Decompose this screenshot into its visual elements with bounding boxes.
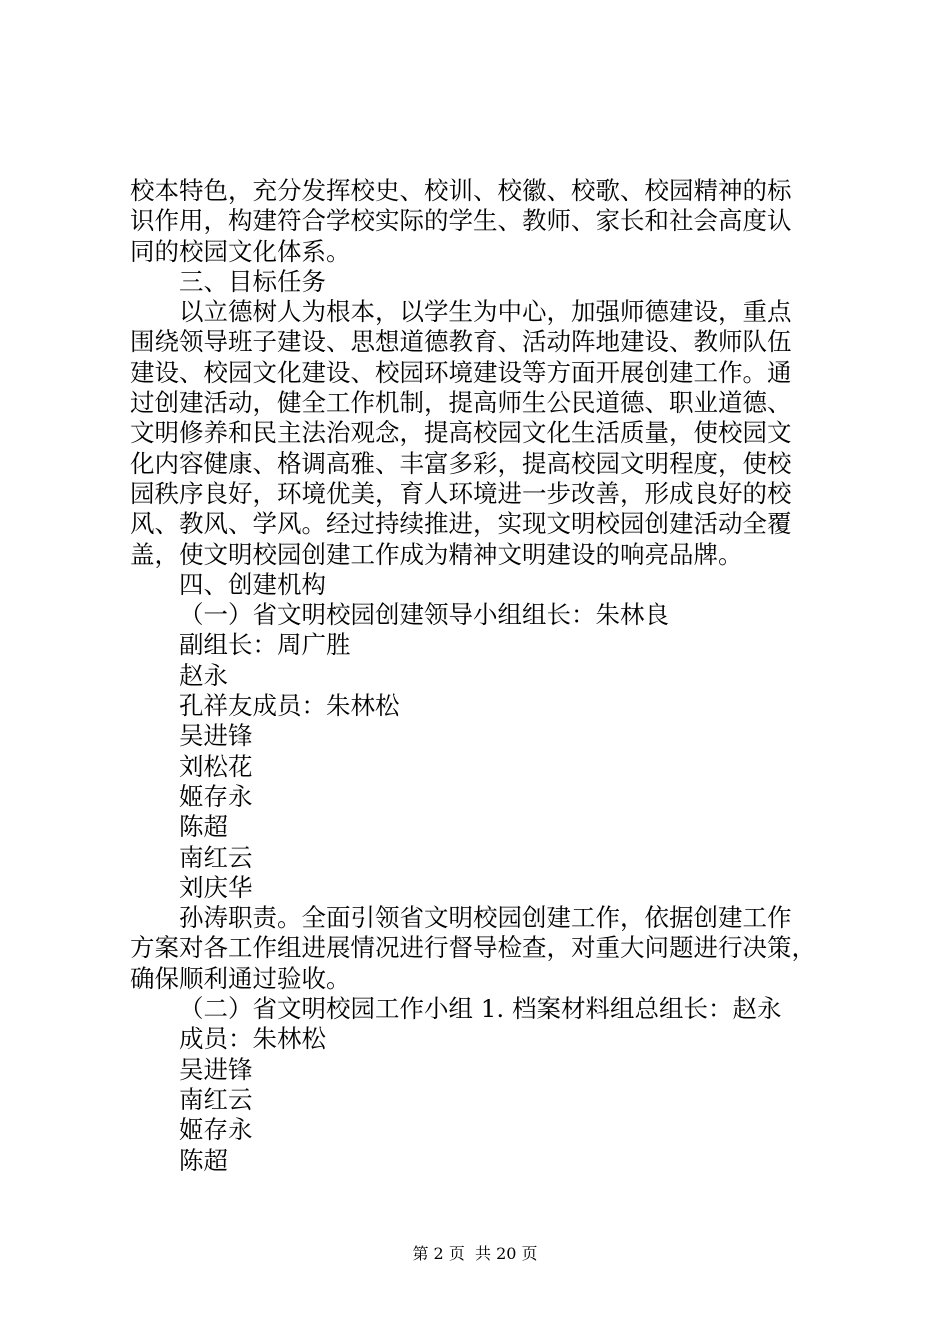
text-line: 陈超 <box>179 1145 228 1175</box>
text-line: 吴进锋 <box>179 1054 253 1084</box>
text-line: 校本特色，充分发挥校史、校训、校徽、校歌、校园精神的标 <box>130 176 792 205</box>
text-line: 姬存永 <box>179 1115 253 1145</box>
text-line: 刘松花 <box>179 751 253 781</box>
text-line: 孙涛职责。全面引领省文明校园创建工作，依据创建工作 <box>179 903 792 933</box>
text-line: 识作用，构建符合学校实际的学生、教师、家长和社会高度认 <box>130 206 792 236</box>
text-line: 盖，使文明校园创建工作成为精神文明建设的响亮品牌。 <box>130 539 743 569</box>
text-line: 围绕领导班子建设、思想道德教育、活动阵地建设、教师队伍 <box>130 327 792 357</box>
text-line: 南红云 <box>179 1084 253 1114</box>
text-line: 刘庆华 <box>179 872 253 902</box>
text-line: 方案对各工作组进展情况进行督导检查，对重大问题进行决策， <box>130 933 816 963</box>
text-line: 同的校园文化体系。 <box>130 236 351 266</box>
text-line: （二）省文明校园工作小组 1. 档案材料组总组长：赵永 <box>179 994 782 1024</box>
text-line: 陈超 <box>179 812 228 842</box>
text-line: 风、教风、学风。经过持续推进，实现文明校园创建活动全覆 <box>130 509 792 539</box>
document-body <box>130 176 835 1176</box>
text-line: 建设、校园文化建设、校园环境建设等方面开展创建工作。通 <box>130 357 792 387</box>
text-line: 成员：朱林松 <box>179 1024 326 1054</box>
text-line: 过创建活动，健全工作机制，提高师生公民道德、职业道德、 <box>130 388 792 418</box>
text-line: 园秩序良好，环境优美，育人环境进一步改善，形成良好的校 <box>130 478 792 508</box>
text-line: 副组长：周广胜 <box>179 630 351 660</box>
text-line: 以立德树人为根本，以学生为中心，加强师德建设，重点 <box>179 297 792 327</box>
text-line: 文明修养和民主法治观念，提高校园文化生活质量，使校园文 <box>130 418 792 448</box>
text-line: 化内容健康、格调高雅、丰富多彩，提高校园文明程度，使校 <box>130 448 792 478</box>
text-line: 三、目标任务 <box>179 266 326 296</box>
text-line: 姬存永 <box>179 781 253 811</box>
text-line: 四、创建机构 <box>179 569 326 599</box>
text-line: 赵永 <box>179 660 228 690</box>
text-line: 孔祥友成员：朱林松 <box>179 691 400 721</box>
text-line: （一）省文明校园创建领导小组组长：朱林良 <box>179 600 669 630</box>
text-line: 南红云 <box>179 842 253 872</box>
text-line: 吴进锋 <box>179 721 253 751</box>
text-line: 确保顺利通过验收。 <box>130 963 351 993</box>
page-footer: 第 2 页 共 20 页 <box>412 1244 538 1263</box>
